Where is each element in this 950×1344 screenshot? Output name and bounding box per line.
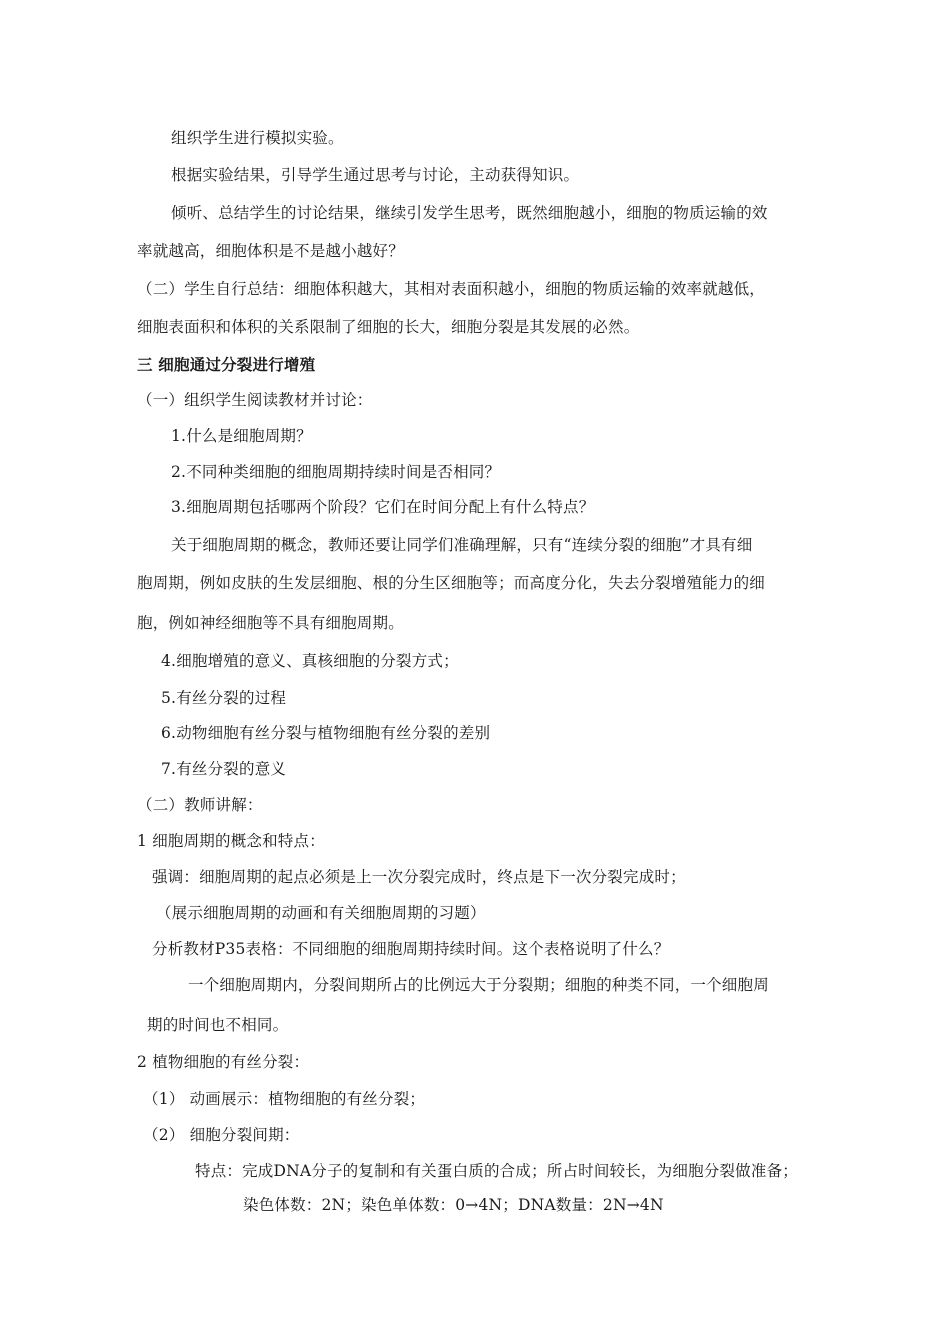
paragraph-line: （二）教师讲解： [137, 796, 263, 814]
paragraph-line: 胞周期，例如皮肤的生发层细胞、根的分生区细胞等；而高度分化，失去分裂增殖能力的细 [137, 574, 766, 592]
subsection-heading: 1 细胞周期的概念和特点： [137, 832, 325, 850]
paragraph-line: 强调：细胞周期的起点必须是上一次分裂完成时，终点是下一次分裂完成时； [152, 868, 686, 886]
paragraph-line: 期的时间也不相同。 [147, 1016, 289, 1034]
list-item: （2） 细胞分裂间期： [143, 1126, 300, 1144]
paragraph-line: 率就越高，细胞体积是不是越小越好？ [137, 242, 404, 260]
list-item: 6.动物细胞有丝分裂与植物细胞有丝分裂的差别 [161, 724, 491, 742]
paragraph-line: （一）组织学生阅读教材并讨论： [137, 391, 373, 409]
section-heading: 三 细胞通过分裂进行增殖 [137, 355, 316, 374]
list-item: （1） 动画展示：植物细胞的有丝分裂； [143, 1090, 426, 1108]
list-item: 2.不同种类细胞的细胞周期持续时间是否相同？ [171, 463, 501, 481]
paragraph-line: 关于细胞周期的概念，教师还要让同学们准确理解，只有“连续分裂的细胞”才具有细 [171, 536, 753, 554]
paragraph-line: 细胞表面积和体积的关系限制了细胞的长大，细胞分裂是其发展的必然。 [137, 318, 640, 336]
paragraph-line: 染色体数：2N；染色单体数：0→4N；DNA数量：2N→4N [243, 1196, 664, 1214]
paragraph-line: 特点：完成DNA分子的复制和有关蛋白质的合成；所占时间较长，为细胞分裂做准备； [195, 1162, 798, 1180]
paragraph-line: 组织学生进行模拟实验。 [171, 129, 344, 147]
paragraph-line: 根据实验结果，引导学生通过思考与讨论，主动获得知识。 [171, 166, 580, 184]
paragraph-line: 胞，例如神经细胞等不具有细胞周期。 [137, 614, 404, 632]
paragraph-line: 一个细胞周期内，分裂间期所占的比例远大于分裂期；细胞的种类不同，一个细胞周 [188, 976, 769, 994]
paragraph-line: （二）学生自行总结：细胞体积越大，其相对表面积越小，细胞的物质运输的效率就越低， [137, 280, 766, 298]
paragraph-line: 倾听、总结学生的讨论结果，继续引发学生思考，既然细胞越小，细胞的物质运输的效 [171, 204, 768, 222]
paragraph-line: 分析教材P35表格：不同细胞的细胞周期持续时间。这个表格说明了什么？ [152, 940, 670, 958]
subsection-heading: 2 植物细胞的有丝分裂： [137, 1053, 310, 1071]
list-item: 1.什么是细胞周期？ [171, 427, 312, 445]
list-item: 3.细胞周期包括哪两个阶段？它们在时间分配上有什么特点？ [171, 498, 595, 516]
list-item: 7.有丝分裂的意义 [161, 760, 287, 778]
paragraph-line: （展示细胞周期的动画和有关细胞周期的习题） [156, 904, 486, 922]
list-item: 4.细胞增殖的意义、真核细胞的分裂方式； [161, 652, 459, 670]
list-item: 5.有丝分裂的过程 [161, 689, 287, 707]
